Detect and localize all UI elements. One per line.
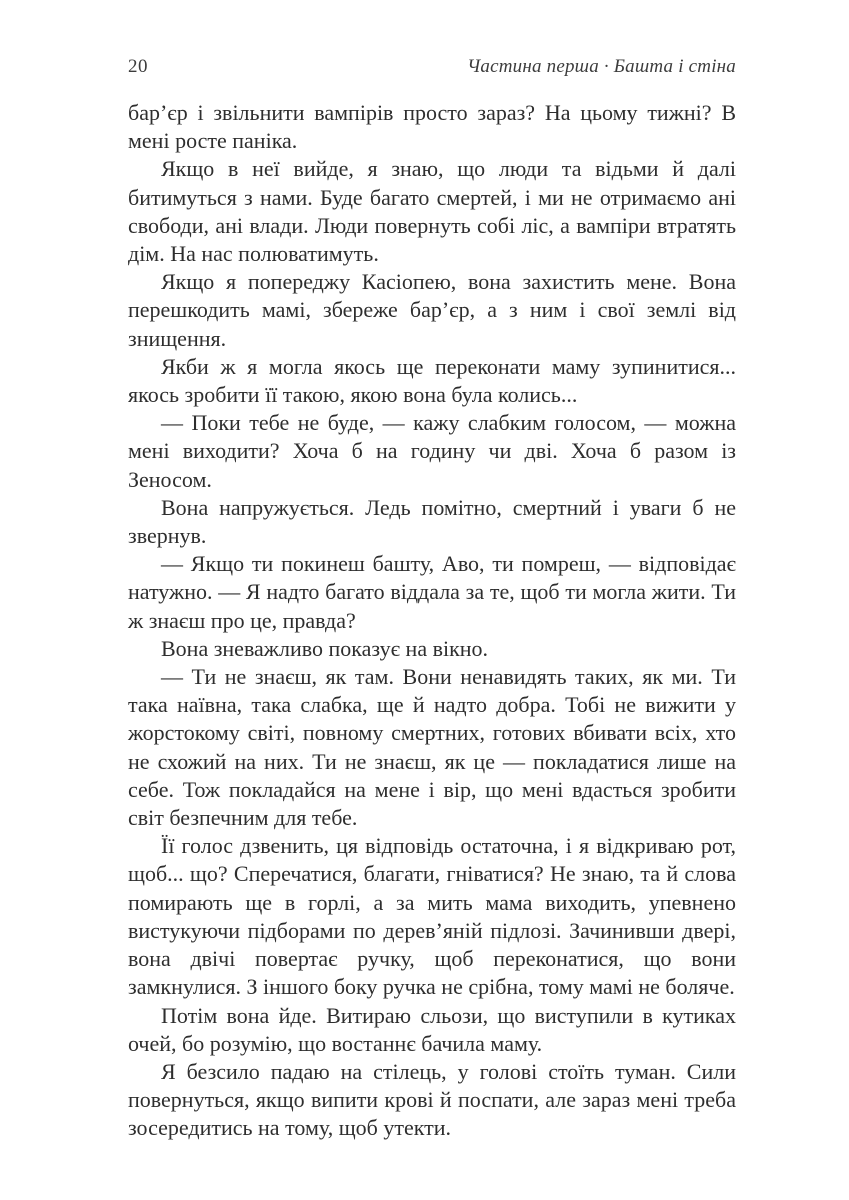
paragraph: Вона напружується. Ледь помітно, смертний і уваги б не звернув. (128, 494, 736, 549)
page-body (128, 99, 736, 1143)
paragraph: Потім вона йде. Витираю сльози, що виступили в кутиках очей, бо розумію, що востаннє бачила маму. (128, 1002, 736, 1056)
paragraph: — Ти не знаєш, як там. Вони ненавидять таких, як ми. Ти така наївна, така слабка, ще й надто добра. Тобі не вижити у жорстокому світі, повному смертних, готових вбивати всіх, хто не схожий на них. Ти не знаєш, як це — покладатися лише на себе. Тож покладайся на мене і вір, що мені вдасться зробити світ безпечним для тебе. (128, 664, 736, 831)
paragraph: Я безсило падаю на стілець, у голові стоїть туман. Сили повернуться, якщо випити крові й поспати, але зараз мені треба зосередитись на тому, щоб утекти. (128, 1058, 736, 1141)
paragraph: — Поки тебе не буде, — кажу слабким голосом, — можна мені виходити? Хоча б на годину чи дві. Хоча б разом із Зеносом. (128, 410, 736, 492)
paragraph: Її голос дзвенить, ця відповідь остаточна, і я відкриваю рот, щоб... що? Сперечатися, благати, гніватися? Не знаю, та й слова помирають ще в горлі, а за мить мама виходить, упевнено вистукуючи підборами по дерев’яній підлозі. Зачинивши двері, вона двічі повертає ручку, щоб переконатися, що вони замкнулися. З іншого боку ручка не срібна, тому мамі не боляче. (128, 833, 736, 1000)
paragraph: Вона зневажливо показує на вікно. (161, 635, 489, 661)
paragraph: Якщо в неї вийде, я знаю, що люди та відьми й далі битимуться з нами. Буде багато смертей, і ми не отримаємо ані свободи, ані влади. Люди повернуть собі ліс, а вампіри втратять дім. На нас полюватимуть. (128, 156, 736, 267)
paragraph: Якби ж я могла якось ще переконати маму зупинитися... якось зробити її такою, якою вона була колись... (128, 353, 736, 408)
paragraph: бар’єр і звільнити вампірів просто зараз? На цьому тижні? В мені росте паніка. (128, 100, 736, 154)
paragraph: Якщо я попереджу Касіопею, вона захистить мене. Вона перешкодить мамі, збереже бар’єр, а з ним і свої землі від знищення. (128, 269, 736, 351)
chapter-title: Частина перша · Башта і стіна (467, 56, 736, 77)
running-header (128, 56, 736, 78)
paragraph: — Якщо ти покинеш башту, Аво, ти помреш, — відповідає натужно. — Я надто багато віддала за те, щоб ти могла жити. Ти ж знаєш про це, правда? (128, 551, 736, 633)
page-number: 20 (128, 56, 148, 77)
